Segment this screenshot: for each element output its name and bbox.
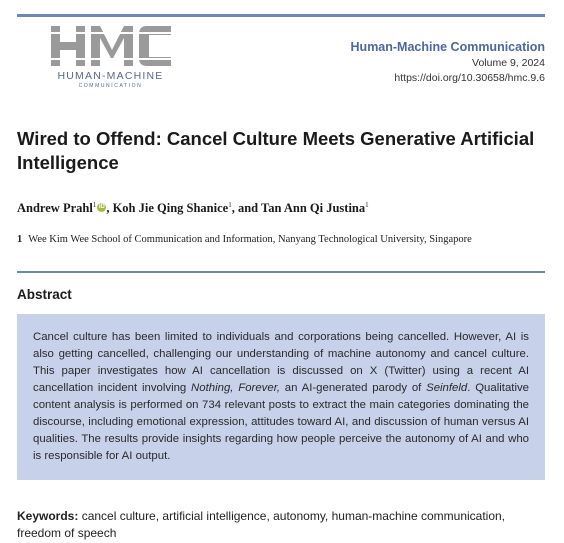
abstract-box [17, 314, 545, 480]
hmc-logo-icon [47, 24, 174, 68]
author-separator: , and [231, 201, 262, 216]
author-separator: , [106, 201, 113, 216]
abstract-italic: Seinfeld [426, 382, 468, 394]
abstract-italic: Nothing, Forever, [191, 382, 281, 394]
author-name[interactable]: Koh Jie Qing Shanice [112, 201, 229, 216]
author-name[interactable]: Andrew Prahl [17, 201, 93, 216]
author-list [17, 201, 369, 216]
abstract-part: an AI-generated parody of [280, 382, 427, 394]
journal-volume: Volume 9, 2024 [472, 57, 545, 69]
abstract-part: . Qualitative content analysis is performed on 734 relevant posts to extract the main categories dominating the discourse, including emotional expression, attitudes toward AI, and discussion of human versus AI qualities. The results provide insights regarding how people perceive the autonomy of AI and who is responsible for AI output. [33, 382, 530, 462]
author-affiliation-mark: 1 [228, 201, 232, 209]
logo-sub-text: COMMUNICATION [78, 83, 143, 89]
affiliation-number: 1 [17, 234, 23, 245]
author-name[interactable]: Tan Ann Qi Justina [261, 201, 366, 216]
logo-main-text: HUMAN-MACHINE [57, 70, 164, 82]
journal-info [351, 40, 545, 84]
paper-title: Wired to Offend: Cancel Culture Meets Generative Artificial Intelligence [17, 128, 535, 173]
orcid-icon[interactable]: iD [98, 204, 105, 211]
top-rule [17, 14, 545, 17]
journal-logo[interactable] [47, 24, 174, 88]
abstract-part: Cancel culture has been limited to individuals and corporations being cancelled. However, AI is also getting cancelled, challenging our understanding of machine autonomy and cancel culture. This paper investigates how AI cancellation is discussed on X (Twitter) using a recent AI cancellation incident involving [33, 331, 529, 394]
affiliation-text: Wee Kim Wee School of Communication and Information, Nanyang Technological University, Singapore [28, 234, 472, 245]
abstract-text [33, 329, 529, 465]
section-divider [17, 271, 545, 273]
author-affiliation-mark: 1 [365, 201, 369, 209]
keywords-label: Keywords: [17, 509, 79, 523]
keywords [17, 508, 537, 542]
affiliation [17, 234, 472, 245]
keywords-text: cancel culture, artificial intelligence, autonomy, human-machine communication, freedom of speech [17, 509, 506, 540]
abstract-heading: Abstract [17, 287, 72, 302]
journal-doi-link[interactable]: https://doi.org/10.30658/hmc.9.6 [394, 72, 545, 84]
author-affiliation-mark: 1 [92, 201, 97, 209]
journal-name[interactable]: Human-Machine Communication [350, 40, 545, 54]
